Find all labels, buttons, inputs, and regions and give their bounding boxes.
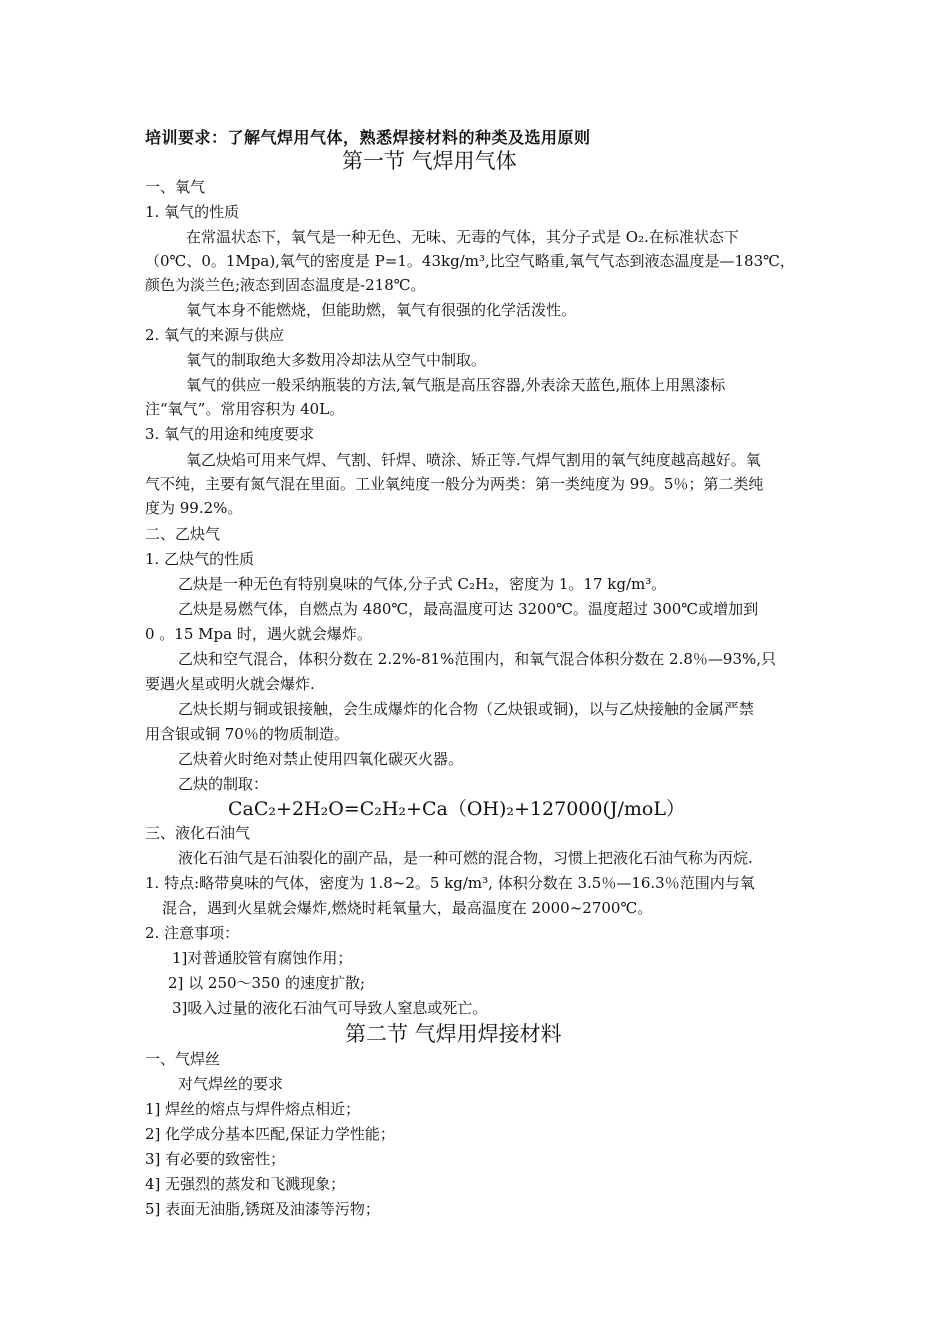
- oxygen-p5-line-1: 氧乙炔焰可用来气焊、气割、钎焊、喷涂、矫正等.气焊气割用的氧气纯度越高越好。氧: [186, 451, 761, 469]
- acetylene-p6: 乙炔的制取：: [178, 775, 269, 793]
- acetylene-p2-line-1: 乙炔是易燃气体，自燃点为 480℃，最高温度可达 3200℃。温度超过 300℃或增加到: [178, 600, 759, 618]
- filler-wire-heading: 一、气焊丝: [145, 1050, 221, 1068]
- oxygen-sub-2: 2. 氧气的来源与供应: [145, 326, 285, 344]
- oxygen-p1-line-2: （0℃、0。1Mpa),氧气的密度是 P=1。43kg/m³,比空气略重,氧气气态到液态温度是—183℃，: [145, 252, 795, 270]
- acetylene-p3-line-1: 乙炔和空气混合，体积分数在 2.2%-81%范围内，和氧气混合体积分数在 2.8％—93%,只: [178, 650, 777, 668]
- oxygen-p1-line-1: 在常温状态下，氧气是一种无色、无味、无毒的气体，其分子式是 O₂.在标准状态下: [186, 228, 739, 246]
- acetylene-p1: 乙炔是一种无色有特别臭味的气体,分子式 C₂H₂，密度为 1。17 kg/m³。: [178, 575, 667, 593]
- acetylene-heading: 二、乙炔气: [145, 525, 221, 543]
- lpg-note-1: 1]对普通胶管有腐蚀作用；: [172, 949, 353, 967]
- acetylene-p5: 乙炔着火时绝对禁止使用四氧化碳灭火器。: [178, 750, 464, 768]
- filler-wire-intro: 对气焊丝的要求: [178, 1075, 284, 1093]
- filler-wire-item: 3] 有必要的致密性；: [145, 1150, 286, 1168]
- oxygen-p4-line-2: 注“氧气”。常用容积为 40L。: [145, 400, 345, 418]
- oxygen-sub-3: 3. 氧气的用途和纯度要求: [145, 425, 315, 443]
- oxygen-p5-line-3: 度为 99.2%。: [145, 499, 243, 517]
- lpg-heading: 三、液化石油气: [145, 824, 251, 842]
- filler-wire-item: 1] 焊丝的熔点与焊件熔点相近；: [145, 1100, 361, 1118]
- filler-wire-item: 4] 无强烈的蒸发和飞溅现象；: [145, 1175, 346, 1193]
- training-requirement: 培训要求：了解气焊用气体，熟悉焊接材料的种类及选用原则: [145, 128, 591, 147]
- oxygen-p3: 氧气的制取绝大多数用冷却法从空气中制取。: [186, 351, 487, 369]
- oxygen-heading: 一、氧气: [145, 178, 206, 196]
- lpg-item-1-line-1: 1. 特点:略带臭味的气体，密度为 1.8~2。5 kg/m³, 体积分数在 3.5％—16.3％范围内与氧: [145, 874, 755, 892]
- acetylene-p3-line-2: 要遇火星或明火就会爆炸.: [145, 675, 315, 693]
- acetylene-p2-line-2: 0 。15 Mpa 时，遇火就会爆炸。: [145, 625, 372, 643]
- lpg-note-2: 2] 以 250～350 的速度扩散;: [168, 974, 366, 992]
- lpg-p1: 液化石油气是石油裂化的副产品，是一种可燃的混合物，习惯上把液化石油气称为丙烷.: [178, 849, 753, 867]
- acetylene-p4-line-2: 用含银或铜 70％的物质制造。: [145, 725, 349, 743]
- section-1-title: 第一节 气焊用气体: [342, 149, 517, 173]
- oxygen-p2: 氧气本身不能燃烧，但能助燃，氧气有很强的化学活泼性。: [186, 301, 577, 319]
- oxygen-p4-line-1: 氧气的供应一般采纳瓶装的方法,氧气瓶是高压容器,外表涂天蓝色,瓶体上用黑漆标: [186, 376, 726, 394]
- lpg-item-2: 2. 注意事项：: [145, 924, 240, 942]
- lpg-note-3: 3]吸入过量的液化石油气可导致人窒息或死亡。: [172, 999, 488, 1017]
- filler-wire-item: 5] 表面无油脂,锈斑及油漆等污物；: [145, 1200, 380, 1218]
- oxygen-p5-line-2: 气不纯，主要有氮气混在里面。工业氧纯度一般分为两类：第一类纯度为 99。5％；第二类纯: [145, 475, 764, 493]
- oxygen-sub-1: 1. 氧气的性质: [145, 203, 240, 221]
- acetylene-formula: CaC₂+2H₂O=C₂H₂+Ca（OH)₂+127000(J/moL）: [228, 798, 685, 820]
- acetylene-p4-line-1: 乙炔长期与铜或银接触，会生成爆炸的化合物（乙炔银或铜)，以与乙炔接触的金属严禁: [178, 700, 754, 718]
- filler-wire-item: 2] 化学成分基本匹配,保证力学性能；: [145, 1125, 395, 1143]
- section-2-title: 第二节 气焊用焊接材料: [345, 1022, 562, 1046]
- acetylene-sub-1: 1. 乙炔气的性质: [145, 550, 255, 568]
- lpg-item-1-line-2: 混合，遇到火星就会爆炸,燃烧时耗氧量大，最高温度在 2000~2700℃。: [162, 899, 653, 917]
- oxygen-p1-line-3: 颜色为淡兰色;液态到固态温度是-218℃。: [145, 276, 426, 294]
